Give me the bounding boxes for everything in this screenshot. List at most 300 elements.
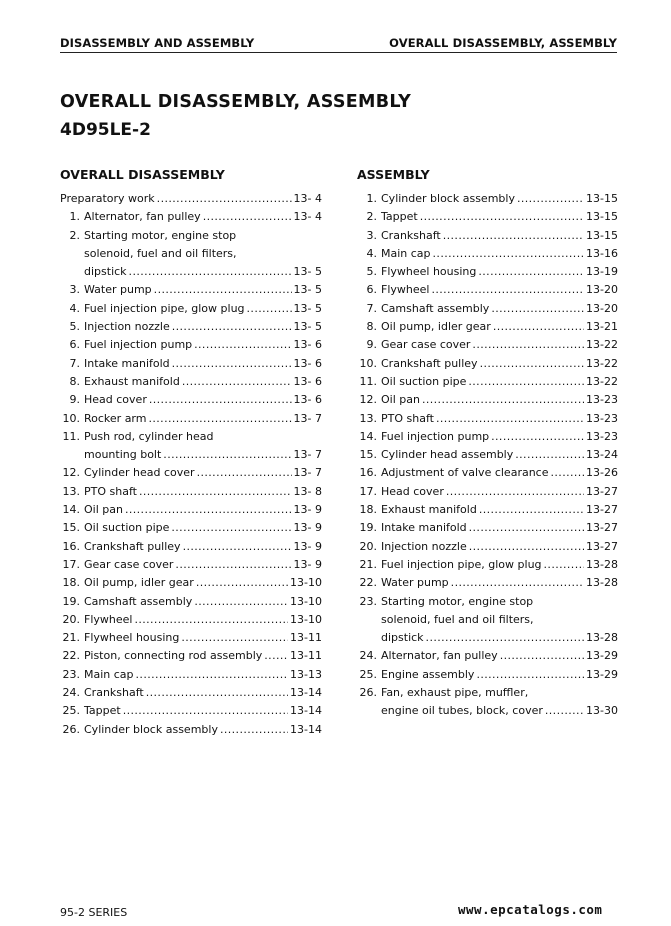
- toc-entry-number: 4.: [366, 246, 377, 260]
- toc-entry-page: 13-28: [586, 557, 618, 571]
- toc-entry-page: 13-14: [290, 686, 322, 700]
- toc-entry-body: [84, 684, 322, 702]
- toc-entry-page: 13-14: [290, 722, 322, 736]
- toc-entry-page: 13-23: [586, 429, 618, 443]
- toc-entry-title: Water pump: [84, 283, 152, 297]
- toc-entry-line: [60, 373, 322, 391]
- toc-entry-title: Oil pump, idler gear: [84, 576, 194, 590]
- toc-entry-line: [357, 446, 618, 464]
- toc-entry-number: 24.: [359, 649, 377, 663]
- toc-entry-body: [381, 483, 618, 501]
- toc-entry-number: 15.: [62, 521, 80, 535]
- toc-entry-body: [84, 446, 322, 464]
- toc-entry-line: [357, 227, 618, 245]
- toc-leader-dots: [139, 483, 292, 501]
- footer-watermark: www.epcatalogs.com: [458, 902, 603, 917]
- toc-entry-line: [60, 227, 322, 245]
- toc-entry-number: 4.: [69, 301, 80, 315]
- toc-leader-dots: [446, 483, 584, 501]
- toc-entry-title: Push rod, cylinder head: [84, 429, 214, 443]
- toc-entry-page: 13-13: [290, 667, 322, 681]
- toc-entry-page: 13- 9: [293, 557, 322, 571]
- toc-entry-line: [357, 483, 618, 501]
- toc-entry-body: [381, 556, 618, 574]
- toc-entry-number: 16.: [359, 466, 377, 480]
- toc-entry-line: [60, 574, 322, 592]
- toc-leader-dots: [479, 501, 584, 519]
- toc-leader-dots: [491, 300, 584, 318]
- toc-entry-line: [60, 318, 322, 336]
- toc-entry-page: 13-15: [586, 228, 618, 242]
- toc-entry-title: mounting bolt: [84, 448, 162, 462]
- toc-entry-page: 13- 9: [293, 503, 322, 517]
- toc-entry-line: [60, 336, 322, 354]
- toc-entry-body: [84, 629, 322, 647]
- toc-leader-dots: [247, 300, 292, 318]
- toc-entry-page: 13- 8: [293, 484, 322, 498]
- page-subtitle: 4D95LE-2: [60, 120, 151, 140]
- toc-entry-page: 13-23: [586, 393, 618, 407]
- toc-entry-body: [84, 556, 322, 574]
- toc-leader-dots: [154, 281, 292, 299]
- toc-entry-number: 22.: [359, 576, 377, 590]
- toc-entry-number: 18.: [359, 503, 377, 517]
- toc-leader-dots: [451, 574, 584, 592]
- toc-entry-page: 13-27: [586, 539, 618, 553]
- toc-entry-number: 17.: [359, 484, 377, 498]
- toc-leader-dots: [194, 336, 291, 354]
- toc-entry-line: [60, 428, 322, 446]
- toc-entry-number: 9.: [69, 393, 80, 407]
- toc-leader-dots: [480, 355, 584, 373]
- toc-entry-line: [357, 574, 618, 592]
- toc-entry-line: [60, 208, 322, 226]
- toc-entry-line: [357, 281, 618, 299]
- toc-leader-dots: [194, 593, 288, 611]
- assembly-column: [357, 168, 618, 721]
- toc-entry-page: 13-27: [586, 503, 618, 517]
- toc-entry-number: 26.: [62, 722, 80, 736]
- toc-entry-body: [84, 666, 322, 684]
- toc-entry-title: Intake manifold: [84, 356, 170, 370]
- toc-entry-number: 25.: [62, 704, 80, 718]
- toc-entry-body: [381, 464, 618, 482]
- toc-leader-dots: [157, 190, 292, 208]
- toc-entry-body: [60, 190, 322, 208]
- toc-entry-body: [84, 391, 322, 409]
- toc-leader-dots: [183, 538, 292, 556]
- toc-entry-line: [357, 355, 618, 373]
- toc-entry-number: 8.: [69, 374, 80, 388]
- toc-entry-line: [60, 501, 322, 519]
- toc-leader-dots: [196, 574, 288, 592]
- toc-entry-number: 19.: [359, 521, 377, 535]
- toc-entry-title: engine oil tubes, block, cover: [381, 704, 543, 718]
- toc-entry-title: Fuel injection pipe, glow plug: [84, 301, 245, 315]
- toc-entry-body: [381, 684, 618, 702]
- toc-entry-indent: [60, 446, 80, 464]
- toc-entry-line: [60, 190, 322, 208]
- toc-entry-line: [357, 373, 618, 391]
- toc-entry-number: 15.: [359, 448, 377, 462]
- toc-entry-line: [357, 684, 618, 702]
- toc-entry-body: [381, 666, 618, 684]
- toc-entry-title: Crankshaft pulley: [381, 356, 478, 370]
- toc-entry-title: Oil pan: [381, 393, 420, 407]
- toc-leader-dots: [515, 446, 584, 464]
- disassembly-toc: [60, 190, 322, 739]
- toc-entry-number: 21.: [62, 631, 80, 645]
- toc-leader-dots: [476, 666, 584, 684]
- toc-entry-page: 13-10: [290, 576, 322, 590]
- toc-entry-body: [381, 410, 618, 428]
- toc-entry-body: [84, 318, 322, 336]
- toc-entry-body: [84, 721, 322, 739]
- toc-entry-line: [357, 702, 618, 720]
- toc-entry-number: 10.: [359, 356, 377, 370]
- toc-entry-number: 21.: [359, 557, 377, 571]
- toc-entry-number: 1.: [69, 210, 80, 224]
- toc-entry-number: 20.: [62, 612, 80, 626]
- toc-entry-number: 14.: [62, 503, 80, 517]
- toc-entry-body: [381, 611, 618, 629]
- toc-entry-line: [60, 666, 322, 684]
- toc-entry-title: Exhaust manifold: [84, 374, 180, 388]
- toc-entry-line: [357, 208, 618, 226]
- toc-leader-dots: [478, 263, 584, 281]
- toc-entry-title: dipstick: [381, 631, 424, 645]
- toc-entry-line: [60, 702, 322, 720]
- assembly-toc: [357, 190, 618, 721]
- toc-entry-title: Cylinder head assembly: [381, 448, 514, 462]
- toc-leader-dots: [491, 428, 584, 446]
- toc-entry-line: [60, 721, 322, 739]
- toc-entry-body: [84, 428, 322, 446]
- toc-entry-body: [381, 702, 618, 720]
- header-rule: [60, 52, 617, 53]
- page-title: OVERALL DISASSEMBLY, ASSEMBLY: [60, 92, 412, 112]
- toc-entry-number: 5.: [69, 320, 80, 334]
- toc-entry-title: Gear case cover: [84, 557, 174, 571]
- toc-entry-number: 23.: [359, 594, 377, 608]
- toc-entry-title: Oil suction pipe: [84, 521, 170, 535]
- toc-entry-line: [357, 410, 618, 428]
- toc-entry-title: Oil suction pipe: [381, 374, 467, 388]
- toc-entry-line: [60, 483, 322, 501]
- toc-entry-number: 11.: [62, 429, 80, 443]
- toc-entry-line: [357, 464, 618, 482]
- toc-entry-title: solenoid, fuel and oil filters,: [84, 246, 237, 260]
- toc-entry-line: [357, 245, 618, 263]
- toc-entry-title: Gear case cover: [381, 338, 471, 352]
- toc-entry-page: 13-28: [586, 576, 618, 590]
- toc-entry-number: 5.: [366, 265, 377, 279]
- toc-entry-page: 13-22: [586, 338, 618, 352]
- toc-entry-title: Camshaft assembly: [84, 594, 193, 608]
- toc-entry-title: Fuel injection pump: [84, 338, 193, 352]
- toc-entry-number: 22.: [62, 649, 80, 663]
- toc-entry-title: Injection nozzle: [381, 539, 467, 553]
- toc-leader-dots: [500, 647, 584, 665]
- toc-entry-line: [60, 538, 322, 556]
- toc-entry-page: 13-21: [586, 320, 618, 334]
- toc-entry-page: 13-23: [586, 411, 618, 425]
- toc-leader-dots: [545, 702, 584, 720]
- toc-leader-dots: [431, 281, 584, 299]
- toc-entry-page: 13- 5: [293, 301, 322, 315]
- toc-leader-dots: [422, 391, 584, 409]
- toc-entry-body: [84, 336, 322, 354]
- toc-entry-number: 23.: [62, 667, 80, 681]
- toc-entry-title: Rocker arm: [84, 411, 147, 425]
- toc-entry-line: [357, 318, 618, 336]
- toc-entry-body: [84, 702, 322, 720]
- toc-entry-indent: [357, 702, 377, 720]
- toc-entry-body: [381, 245, 618, 263]
- toc-entry-body: [84, 373, 322, 391]
- toc-entry-body: [381, 391, 618, 409]
- toc-entry-body: [84, 647, 322, 665]
- toc-leader-dots: [493, 318, 584, 336]
- toc-entry-line: [357, 556, 618, 574]
- toc-entry-line: [60, 647, 322, 665]
- toc-entry-line: [357, 666, 618, 684]
- toc-entry-number: 1.: [366, 192, 377, 205]
- toc-entry-title: Oil pump, idler gear: [381, 320, 491, 334]
- toc-entry-page: 13- 9: [293, 521, 322, 535]
- toc-entry-indent: [60, 263, 80, 281]
- toc-entry-indent: [357, 629, 377, 647]
- disassembly-heading: OVERALL DISASSEMBLY: [60, 167, 225, 182]
- toc-entry-page: 13-11: [290, 631, 322, 645]
- toc-leader-dots: [182, 373, 292, 391]
- toc-entry-page: 13-22: [586, 374, 618, 388]
- toc-entry-body: [84, 611, 322, 629]
- toc-entry-page: 13- 6: [293, 338, 322, 352]
- toc-entry-number: 6.: [366, 283, 377, 297]
- toc-entry-title: Water pump: [381, 576, 449, 590]
- toc-entry-line: [60, 245, 322, 263]
- toc-entry-page: 13- 6: [293, 356, 322, 370]
- toc-entry-line: [60, 446, 322, 464]
- toc-entry-number: 2.: [69, 228, 80, 242]
- toc-entry-body: [381, 263, 618, 281]
- toc-entry-title: Cylinder head cover: [84, 466, 195, 480]
- toc-entry-line: [60, 629, 322, 647]
- toc-entry-title: Crankshaft: [84, 686, 144, 700]
- toc-entry-body: [84, 593, 322, 611]
- toc-entry-title: Starting motor, engine stop: [84, 228, 237, 242]
- toc-leader-dots: [149, 391, 292, 409]
- toc-entry-page: 13- 5: [293, 265, 322, 279]
- toc-entry-body: [84, 227, 322, 245]
- toc-entry-page: 13- 4: [293, 210, 322, 224]
- toc-leader-dots: [197, 464, 292, 482]
- toc-entry-line: [357, 629, 618, 647]
- toc-entry-body: [84, 208, 322, 226]
- toc-entry-title: Injection nozzle: [84, 320, 170, 334]
- toc-leader-dots: [468, 373, 584, 391]
- toc-entry-number: 11.: [359, 374, 377, 388]
- toc-entry-body: [84, 574, 322, 592]
- toc-entry-line: [357, 263, 618, 281]
- toc-entry-title: Oil pan: [84, 503, 123, 517]
- toc-leader-dots: [172, 318, 292, 336]
- toc-entry-body: [84, 538, 322, 556]
- toc-entry-line: [60, 355, 322, 373]
- toc-entry-body: [84, 483, 322, 501]
- assembly-heading: ASSEMBLY: [357, 167, 430, 182]
- toc-entry-body: [381, 318, 618, 336]
- toc-entry-body: [381, 190, 618, 208]
- toc-leader-dots: [220, 721, 288, 739]
- toc-entry-page: 13- 6: [293, 393, 322, 407]
- toc-entry-line: [357, 501, 618, 519]
- toc-entry-body: [84, 300, 322, 318]
- toc-leader-dots: [426, 629, 584, 647]
- toc-entry-title: Head cover: [381, 484, 444, 498]
- toc-entry-page: 13-14: [290, 704, 322, 718]
- toc-entry-page: 13- 9: [293, 539, 322, 553]
- toc-leader-dots: [433, 245, 585, 263]
- toc-leader-dots: [134, 611, 288, 629]
- toc-entry-page: 13- 7: [293, 466, 322, 480]
- toc-leader-dots: [129, 263, 292, 281]
- toc-leader-dots: [443, 227, 584, 245]
- toc-leader-dots: [125, 501, 292, 519]
- toc-entry-body: [381, 300, 618, 318]
- toc-leader-dots: [517, 190, 584, 208]
- toc-entry-title: Piston, connecting rod assembly: [84, 649, 263, 663]
- toc-entry-number: 12.: [62, 466, 80, 480]
- toc-entry-page: 13-11: [290, 649, 322, 663]
- toc-entry-body: [84, 519, 322, 537]
- toc-entry-page: 13-22: [586, 356, 618, 370]
- toc-leader-dots: [469, 519, 584, 537]
- toc-entry-line: [357, 538, 618, 556]
- toc-entry-title: Main cap: [84, 667, 134, 681]
- toc-entry-number: 8.: [366, 320, 377, 334]
- toc-entry-page: 13-28: [586, 631, 618, 645]
- toc-entry-body: [381, 336, 618, 354]
- toc-entry-line: [60, 593, 322, 611]
- toc-entry-body: [84, 501, 322, 519]
- toc-entry-title: Head cover: [84, 393, 147, 407]
- toc-leader-dots: [148, 410, 291, 428]
- toc-entry-title: Fan, exhaust pipe, muffler,: [381, 686, 529, 700]
- toc-entry-number: 18.: [62, 576, 80, 590]
- toc-entry-body: [381, 629, 618, 647]
- toc-entry-number: 10.: [62, 411, 80, 425]
- toc-entry-line: [60, 410, 322, 428]
- toc-entry-body: [381, 281, 618, 299]
- toc-entry-body: [381, 446, 618, 464]
- toc-entry-title: Alternator, fan pulley: [381, 649, 498, 663]
- toc-entry-line: [357, 519, 618, 537]
- toc-entry-title: Flywheel housing: [84, 631, 180, 645]
- toc-entry-title: Intake manifold: [381, 521, 467, 535]
- toc-leader-dots: [163, 446, 291, 464]
- toc-entry-body: [381, 538, 618, 556]
- toc-entry-number: 17.: [62, 557, 80, 571]
- toc-entry-line: [60, 391, 322, 409]
- toc-entry-page: 13- 4: [293, 192, 322, 205]
- toc-entry-body: [381, 373, 618, 391]
- toc-entry-indent: [60, 245, 80, 263]
- toc-entry-title: Flywheel housing: [381, 265, 477, 279]
- toc-entry-line: [357, 593, 618, 611]
- toc-entry-title: Exhaust manifold: [381, 503, 477, 517]
- toc-entry-title: PTO shaft: [381, 411, 434, 425]
- toc-entry-line: [60, 464, 322, 482]
- toc-entry-line: [60, 684, 322, 702]
- toc-entry-body: [381, 501, 618, 519]
- toc-entry-number: 16.: [62, 539, 80, 553]
- toc-entry-number: 3.: [366, 228, 377, 242]
- toc-entry-line: [357, 190, 618, 208]
- toc-entry-body: [381, 574, 618, 592]
- toc-leader-dots: [264, 647, 288, 665]
- toc-entry-page: 13-10: [290, 594, 322, 608]
- toc-entry-page: 13-15: [586, 210, 618, 224]
- toc-entry-page: 13-29: [586, 649, 618, 663]
- toc-entry-page: 13-20: [586, 283, 618, 297]
- header-right: OVERALL DISASSEMBLY, ASSEMBLY: [389, 36, 617, 50]
- toc-entry-number: 2.: [366, 210, 377, 224]
- toc-entry-number: 14.: [359, 429, 377, 443]
- toc-entry-line: [357, 428, 618, 446]
- toc-entry-body: [381, 227, 618, 245]
- toc-entry-number: 7.: [366, 301, 377, 315]
- toc-entry-page: 13-26: [586, 466, 618, 480]
- toc-entry-body: [381, 355, 618, 373]
- toc-entry-title: Fuel injection pipe, glow plug: [381, 557, 542, 571]
- toc-entry-number: 13.: [62, 484, 80, 498]
- toc-entry-line: [60, 556, 322, 574]
- toc-entry-title: Tappet: [84, 704, 121, 718]
- toc-entry-number: 20.: [359, 539, 377, 553]
- toc-entry-number: 19.: [62, 594, 80, 608]
- toc-entry-body: [381, 647, 618, 665]
- toc-entry-body: [381, 519, 618, 537]
- toc-entry-number: 9.: [366, 338, 377, 352]
- toc-leader-dots: [472, 336, 584, 354]
- running-header: [60, 36, 617, 50]
- toc-entry-title: Main cap: [381, 246, 431, 260]
- toc-entry-title: Crankshaft pulley: [84, 539, 181, 553]
- toc-leader-dots: [544, 556, 585, 574]
- toc-leader-dots: [172, 355, 292, 373]
- toc-leader-dots: [203, 208, 292, 226]
- toc-entry-page: 13-24: [586, 448, 618, 462]
- toc-entry-title: dipstick: [84, 265, 127, 279]
- toc-entry-line: [60, 263, 322, 281]
- toc-entry-body: [84, 245, 322, 263]
- toc-entry-title: PTO shaft: [84, 484, 137, 498]
- toc-entry-indent: [357, 611, 377, 629]
- toc-entry-number: 3.: [69, 283, 80, 297]
- toc-entry-page: 13-16: [586, 246, 618, 260]
- toc-entry-title: Camshaft assembly: [381, 301, 490, 315]
- toc-entry-title: Flywheel: [381, 283, 430, 297]
- toc-leader-dots: [551, 464, 585, 482]
- toc-entry-page: 13- 7: [293, 411, 322, 425]
- toc-leader-dots: [181, 629, 288, 647]
- toc-entry-body: [381, 593, 618, 611]
- toc-entry-title: Cylinder block assembly: [381, 192, 515, 205]
- toc-leader-dots: [146, 684, 288, 702]
- toc-entry-page: 13- 5: [293, 283, 322, 297]
